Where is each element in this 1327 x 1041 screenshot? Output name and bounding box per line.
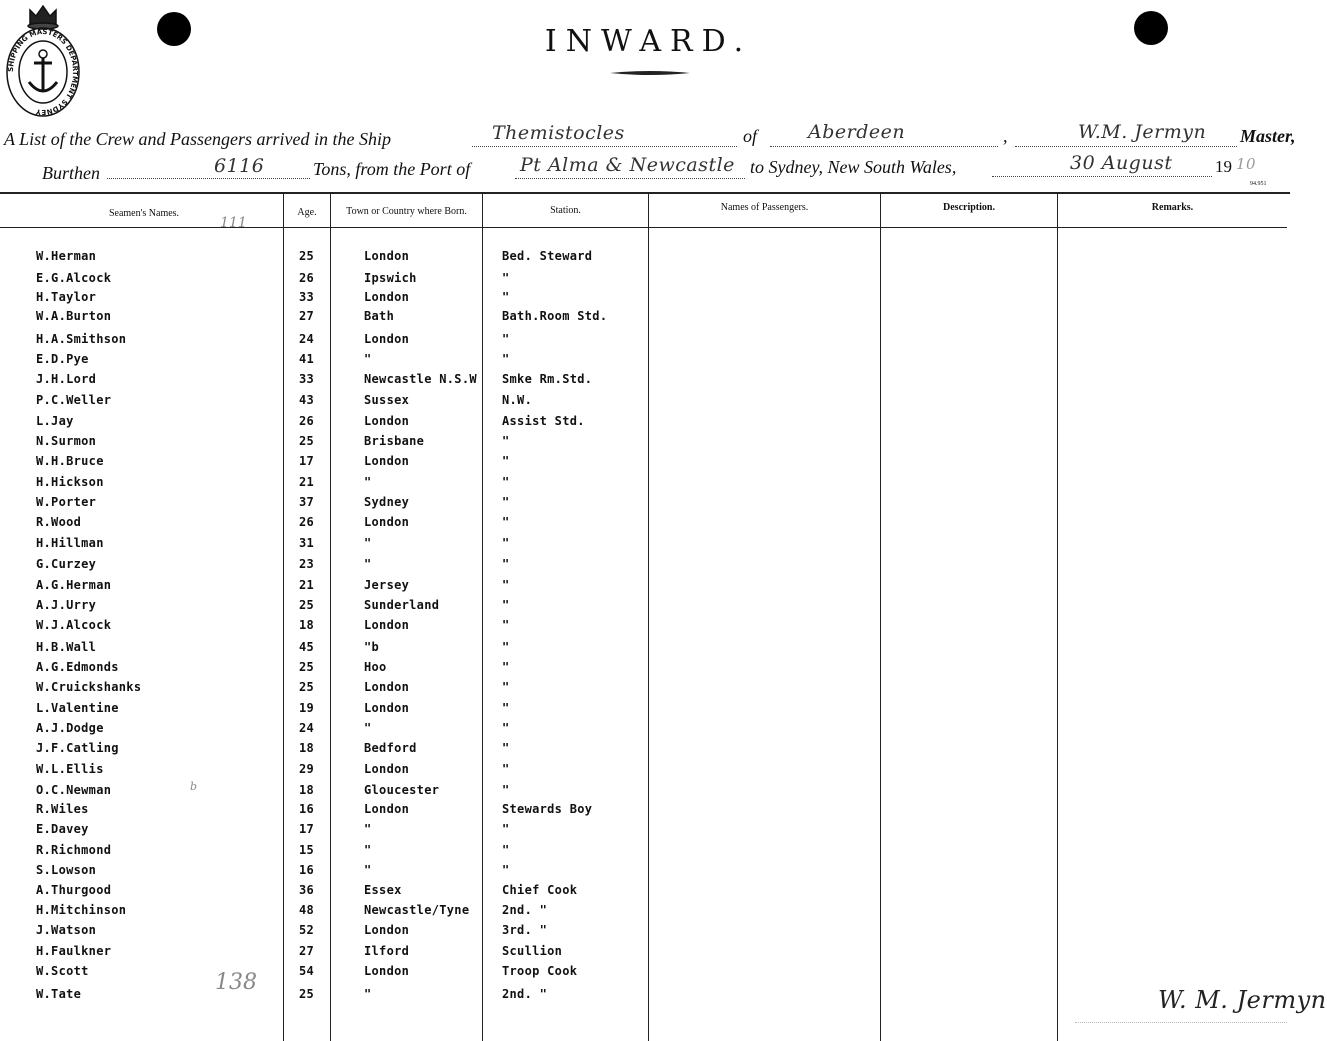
seaman-birthplace: " (364, 987, 372, 1001)
seaman-name: A.J.Urry (36, 598, 97, 612)
seaman-birthplace: London (364, 923, 410, 937)
date-line (992, 176, 1212, 177)
seaman-name: L.Jay (36, 414, 74, 428)
ship-name-line (472, 146, 737, 147)
seaman-birthplace: Gloucester (364, 783, 440, 797)
seaman-station: " (502, 536, 510, 550)
seaman-name: L.Valentine (36, 701, 119, 715)
seaman-birthplace: " (364, 557, 372, 571)
seaman-station: " (502, 271, 510, 285)
seaman-birthplace: Essex (364, 883, 402, 897)
seaman-age: 17 (299, 822, 315, 836)
list-line-label: A List of the Crew and Passengers arrived in the Ship (4, 129, 391, 149)
title-underline (610, 70, 690, 76)
form-code: 94.951 (1250, 181, 1267, 187)
tons-label: Tons, from the Port of (313, 159, 471, 179)
of-label: of (743, 126, 758, 146)
seaman-name: W.Scott (36, 964, 89, 978)
master-label: Master, (1240, 126, 1296, 146)
seaman-birthplace: London (364, 414, 410, 428)
seaman-birthplace: London (364, 454, 410, 468)
seaman-station: " (502, 557, 510, 571)
seaman-name: H.A.Smithson (36, 332, 127, 346)
year-suffix: 10 (1236, 155, 1257, 173)
col-rule-2 (330, 194, 331, 1041)
seaman-station: " (502, 495, 510, 509)
tons-line (107, 178, 310, 179)
seaman-birthplace: London (364, 762, 410, 776)
col-header-description: Description. (943, 202, 995, 213)
seaman-station: Scullion (502, 944, 563, 958)
seaman-station: " (502, 822, 510, 836)
seaman-name: J.F.Catling (36, 741, 119, 755)
seaman-name: W.A.Burton (36, 309, 112, 323)
col-header-age: Age. (297, 207, 317, 218)
seaman-birthplace: " (364, 352, 372, 366)
to-sydney-label: to Sydney, New South Wales, (750, 157, 957, 177)
seaman-birthplace: "b (364, 640, 380, 654)
year-prefix: 19 (1215, 157, 1232, 176)
seaman-station: " (502, 721, 510, 735)
seaman-station: Bath.Room Std. (502, 309, 608, 323)
seaman-birthplace: London (364, 618, 410, 632)
seaman-birthplace: London (364, 680, 410, 694)
seaman-name: R.Richmond (36, 843, 112, 857)
seaman-name: E.D.Pye (36, 352, 89, 366)
seaman-age: 25 (299, 249, 315, 263)
port-of-registry: Aberdeen (808, 121, 906, 143)
seaman-age: 25 (299, 680, 315, 694)
seaman-age: 26 (299, 271, 315, 285)
seaman-age: 17 (299, 454, 315, 468)
seaman-age: 18 (299, 741, 315, 755)
seaman-birthplace: " (364, 863, 372, 877)
seaman-age: 26 (299, 414, 315, 428)
burthen-label: Burthen (42, 163, 100, 183)
seaman-name: R.Wiles (36, 802, 89, 816)
shipping-masters-seal (4, 2, 82, 118)
seaman-age: 25 (299, 660, 315, 674)
comma: , (1003, 126, 1008, 146)
seaman-age: 52 (299, 923, 315, 937)
seaman-age: 27 (299, 309, 315, 323)
header-tally: 111 (220, 215, 247, 231)
seaman-name: W.J.Alcock (36, 618, 112, 632)
seaman-name: A.G.Herman (36, 578, 112, 592)
seaman-age: 37 (299, 495, 315, 509)
seaman-birthplace: " (364, 475, 372, 489)
seaman-station: " (502, 863, 510, 877)
from-port-line (515, 178, 745, 179)
seaman-name: W.L.Ellis (36, 762, 104, 776)
seaman-age: 21 (299, 578, 315, 592)
seaman-name: W.Tate (36, 987, 82, 1001)
seaman-station: " (502, 332, 510, 346)
page-title: INWARD. (544, 24, 753, 59)
seaman-birthplace: London (364, 964, 410, 978)
seaman-station: " (502, 515, 510, 529)
seaman-station: Smke Rm.Std. (502, 372, 593, 386)
seaman-birthplace: Newcastle/Tyne (364, 903, 470, 917)
seaman-name: S.Lowson (36, 863, 97, 877)
seaman-station: " (502, 783, 510, 797)
seaman-age: 24 (299, 721, 315, 735)
seaman-birthplace: London (364, 290, 410, 304)
signature-underline (1075, 1022, 1287, 1023)
seaman-birthplace: Sunderland (364, 598, 440, 612)
seaman-age: 25 (299, 987, 315, 1001)
col-rule-6 (1057, 194, 1058, 1041)
seaman-name: A.Thurgood (36, 883, 112, 897)
seaman-name: E.G.Alcock (36, 271, 112, 285)
seaman-age: 15 (299, 843, 315, 857)
seaman-station: 2nd. " (502, 987, 548, 1001)
seaman-age: 24 (299, 332, 315, 346)
arrival-date: 30 August (1070, 152, 1173, 174)
col-header-passengers: Names of Passengers. (720, 202, 809, 213)
port-registry-line (770, 146, 998, 147)
master-signature: W. M. Jermyn (1158, 986, 1327, 1014)
seaman-age: 25 (299, 434, 315, 448)
seaman-station: " (502, 578, 510, 592)
col-header-born: Town or Country where Born. (346, 206, 467, 217)
master-line (1015, 146, 1237, 147)
seaman-birthplace: Bath (364, 309, 395, 323)
seaman-birthplace: London (364, 249, 410, 263)
seaman-age: 26 (299, 515, 315, 529)
seaman-station: N.W. (502, 393, 533, 407)
seaman-name: W.H.Bruce (36, 454, 104, 468)
seaman-birthplace: Ipswich (364, 271, 417, 285)
seaman-station: Chief Cook (502, 883, 578, 897)
seaman-age: 29 (299, 762, 315, 776)
seaman-station: Assist Std. (502, 414, 585, 428)
seaman-birthplace: Sydney (364, 495, 410, 509)
seal-text: SHIPPING MASTERS DEPARTMENT SYDNEY (6, 27, 80, 117)
seaman-birthplace: London (364, 802, 410, 816)
seaman-birthplace: Hoo (364, 660, 387, 674)
seaman-name: W.Cruickshanks (36, 680, 142, 694)
seaman-birthplace: " (364, 822, 372, 836)
pencil-mark: b (190, 780, 198, 793)
seaman-birthplace: Brisbane (364, 434, 425, 448)
col-rule-1 (283, 194, 284, 1041)
seaman-station: " (502, 701, 510, 715)
col-header-seamen: Seamen's Names. (108, 208, 180, 219)
seaman-station: " (502, 475, 510, 489)
seaman-birthplace: " (364, 843, 372, 857)
seaman-name: P.C.Weller (36, 393, 112, 407)
seaman-name: W.Herman (36, 249, 97, 263)
seaman-station: " (502, 660, 510, 674)
seaman-name: H.Mitchinson (36, 903, 127, 917)
seaman-age: 31 (299, 536, 315, 550)
seaman-name: N.Surmon (36, 434, 97, 448)
seaman-birthplace: " (364, 721, 372, 735)
seaman-name: H.Hickson (36, 475, 104, 489)
seaman-age: 48 (299, 903, 315, 917)
seaman-station: " (502, 640, 510, 654)
seaman-age: 19 (299, 701, 315, 715)
seaman-age: 23 (299, 557, 315, 571)
seaman-age: 27 (299, 944, 315, 958)
col-header-station: Station. (550, 205, 581, 216)
seaman-station: Bed. Steward (502, 249, 593, 263)
seaman-name: H.Taylor (36, 290, 97, 304)
seaman-age: 54 (299, 964, 315, 978)
seaman-station: " (502, 680, 510, 694)
seaman-birthplace: Bedford (364, 741, 417, 755)
seaman-age: 45 (299, 640, 315, 654)
seaman-age: 16 (299, 802, 315, 816)
seaman-station: " (502, 454, 510, 468)
master-name: W.M. Jermyn (1078, 121, 1207, 143)
seaman-age: 18 (299, 618, 315, 632)
tons-value: 6116 (214, 155, 265, 177)
seaman-birthplace: Sussex (364, 393, 410, 407)
seaman-birthplace: London (364, 332, 410, 346)
seaman-station: " (502, 352, 510, 366)
seaman-age: 41 (299, 352, 315, 366)
seaman-name: A.J.Dodge (36, 721, 104, 735)
seaman-station: " (502, 618, 510, 632)
seaman-name: H.B.Wall (36, 640, 97, 654)
col-rule-4 (648, 194, 649, 1041)
seaman-name: J.Watson (36, 923, 97, 937)
seaman-name: H.Hillman (36, 536, 104, 550)
seaman-station: " (502, 290, 510, 304)
seaman-name: A.G.Edmonds (36, 660, 119, 674)
seaman-name: E.Davey (36, 822, 89, 836)
seaman-age: 16 (299, 863, 315, 877)
seaman-age: 25 (299, 598, 315, 612)
table-header-rule (0, 227, 1287, 228)
seaman-birthplace: London (364, 701, 410, 715)
seaman-name: R.Wood (36, 515, 82, 529)
seaman-station: 3rd. " (502, 923, 548, 937)
seaman-birthplace: Ilford (364, 944, 410, 958)
seaman-station: " (502, 741, 510, 755)
seaman-name: H.Faulkner (36, 944, 112, 958)
seaman-age: 18 (299, 783, 315, 797)
col-rule-5 (880, 194, 881, 1041)
total-count: 138 (215, 970, 257, 995)
seaman-station: " (502, 843, 510, 857)
seaman-birthplace: Newcastle N.S.W (364, 372, 477, 386)
seaman-age: 43 (299, 393, 315, 407)
seaman-station: " (502, 762, 510, 776)
seaman-birthplace: " (364, 536, 372, 550)
seaman-name: G.Curzey (36, 557, 97, 571)
seaman-station: " (502, 598, 510, 612)
seaman-age: 21 (299, 475, 315, 489)
seaman-name: J.H.Lord (36, 372, 97, 386)
col-header-remarks: Remarks. (1151, 202, 1194, 213)
seaman-birthplace: London (364, 515, 410, 529)
seaman-station: Troop Cook (502, 964, 578, 978)
col-rule-3 (482, 194, 483, 1041)
seaman-age: 36 (299, 883, 315, 897)
seaman-station: 2nd. " (502, 903, 548, 917)
seaman-age: 33 (299, 290, 315, 304)
seaman-name: O.C.Newman (36, 783, 112, 797)
ship-name: Themistocles (492, 122, 625, 144)
seaman-station: " (502, 434, 510, 448)
table-top-rule (0, 192, 1290, 194)
seaman-name: W.Porter (36, 495, 97, 509)
seaman-station: Stewards Boy (502, 802, 593, 816)
from-port: Pt Alma & Newcastle (520, 154, 735, 176)
seaman-age: 33 (299, 372, 315, 386)
seaman-birthplace: Jersey (364, 578, 410, 592)
